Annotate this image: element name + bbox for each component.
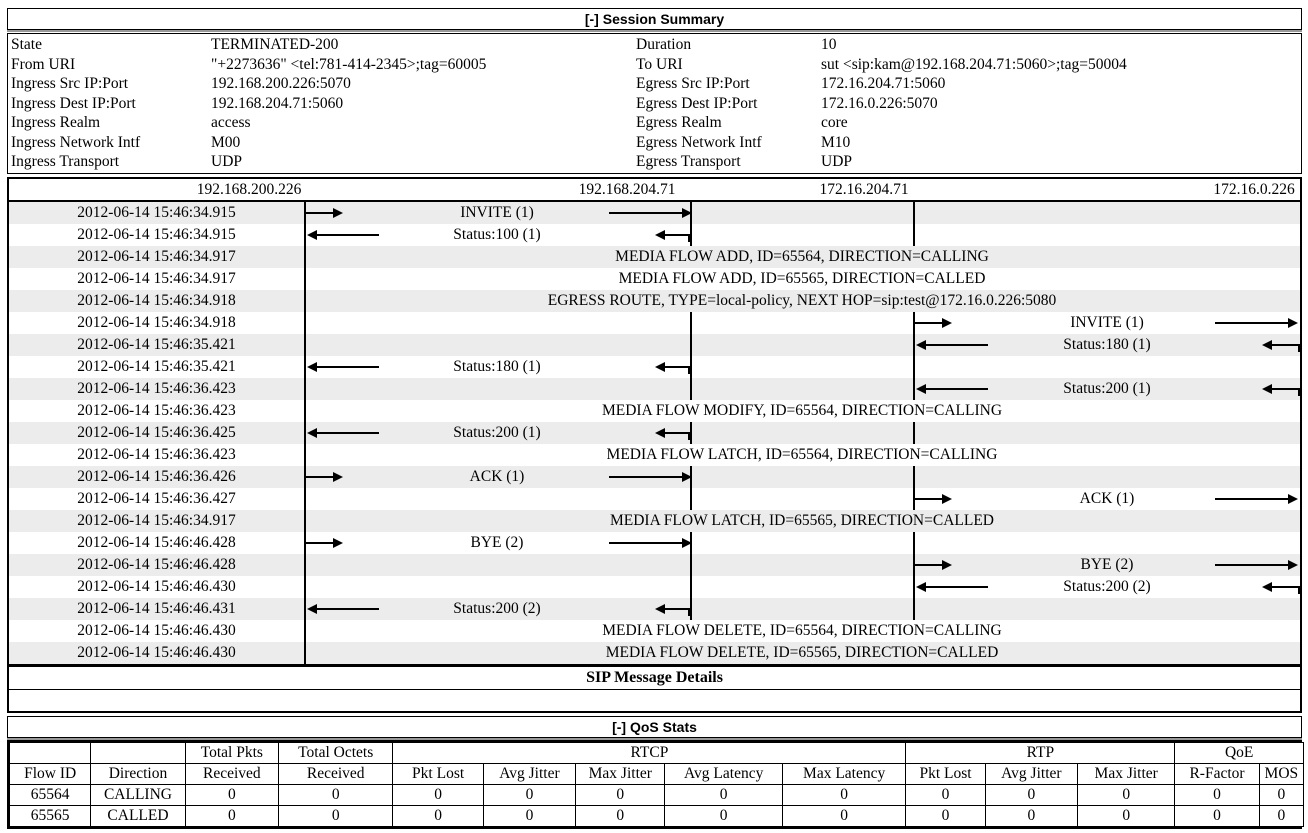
qos-stat-value: 0 xyxy=(483,784,575,805)
sip-message-details-header xyxy=(9,664,1300,690)
node-lifeline xyxy=(690,356,692,378)
arrowhead-right-icon xyxy=(682,538,692,548)
node-lifeline xyxy=(304,598,306,620)
timestamp: 2012-06-14 15:46:34.917 xyxy=(77,511,236,529)
timestamp: 2012-06-14 15:46:34.915 xyxy=(77,225,236,243)
ladder-row xyxy=(9,532,1300,554)
ladder-row xyxy=(9,422,1300,444)
node-lifeline xyxy=(690,224,692,246)
summary-field-value: UDP xyxy=(821,153,853,170)
summary-field-label: Ingress Dest IP:Port xyxy=(11,94,136,112)
qos-column-header: Pkt Lost xyxy=(393,763,483,784)
node-lifeline xyxy=(913,378,915,400)
ladder-row xyxy=(9,334,1300,356)
sip-message-label[interactable]: INVITE (1) xyxy=(460,203,534,221)
qos-direction: CALLED xyxy=(91,805,185,826)
qos-flow-id: 65565 xyxy=(10,805,91,826)
qos-stat-value: 0 xyxy=(906,805,985,826)
qos-stats-table xyxy=(9,742,1304,827)
arrow-origin-hook xyxy=(688,609,690,616)
arrowhead-left-icon xyxy=(655,428,665,438)
media-event-label: MEDIA FLOW DELETE, ID=65565, DIRECTION=CALLED xyxy=(605,643,999,661)
qos-column-header: Max Latency xyxy=(782,763,905,784)
ladder-row xyxy=(9,356,1300,378)
sip-message-label[interactable]: Status:200 (2) xyxy=(1063,577,1151,595)
arrowhead-right-icon xyxy=(333,472,343,482)
qos-group-header: RTCP xyxy=(393,742,906,763)
qos-table-row xyxy=(10,805,1304,826)
summary-row xyxy=(8,35,1301,55)
qos-stat-value: 0 xyxy=(576,805,665,826)
timestamp: 2012-06-14 15:46:36.427 xyxy=(77,489,236,507)
ladder-row xyxy=(9,224,1300,246)
arrow-shaft xyxy=(914,498,942,500)
qos-group-header: Total Pkts xyxy=(185,742,278,763)
arrowhead-right-icon xyxy=(942,318,952,328)
timestamp: 2012-06-14 15:46:46.430 xyxy=(77,621,236,639)
node-lifeline xyxy=(304,224,306,246)
summary-field-value: sut <sip:kam@192.168.204.71:5060>;tag=50004 xyxy=(821,55,1127,73)
arrow-shaft xyxy=(665,432,690,434)
qos-column-header: Avg Jitter xyxy=(483,763,575,784)
arrow-shaft xyxy=(317,366,379,368)
summary-field-label: Ingress Network Intf xyxy=(11,133,141,151)
media-event-label: MEDIA FLOW DELETE, ID=65564, DIRECTION=CALLING xyxy=(602,621,1002,639)
timestamp: 2012-06-14 15:46:46.428 xyxy=(77,533,236,551)
timestamp: 2012-06-14 15:46:36.423 xyxy=(77,401,236,419)
arrow-shaft xyxy=(317,608,379,610)
arrowhead-left-icon xyxy=(916,340,926,350)
summary-field-value: M10 xyxy=(821,133,851,151)
qos-column-header: R-Factor xyxy=(1175,763,1259,784)
arrow-origin-hook xyxy=(1298,587,1300,594)
node-lifeline xyxy=(304,576,306,598)
arrow-origin-hook xyxy=(304,543,306,550)
qos-stat-value: 0 xyxy=(1175,784,1259,805)
media-event-label: MEDIA FLOW MODIFY, ID=65564, DIRECTION=CALLING xyxy=(601,401,1003,419)
sip-message-label[interactable]: Status:180 (1) xyxy=(453,357,541,375)
sip-message-label[interactable]: Status:200 (1) xyxy=(1063,379,1151,397)
qos-group-header-blank xyxy=(91,742,185,763)
ladder-row xyxy=(9,466,1300,488)
qos-stat-value: 0 xyxy=(576,784,665,805)
qos-column-header: Pkt Lost xyxy=(906,763,985,784)
node-lifeline xyxy=(913,422,915,444)
summary-field-value: UDP xyxy=(211,153,243,170)
ladder-row xyxy=(9,620,1300,642)
qos-stats-title: [-] QoS Stats xyxy=(612,718,697,735)
qos-stat-value: 0 xyxy=(1259,805,1303,826)
arrow-shaft xyxy=(665,234,690,236)
timestamp: 2012-06-14 15:46:46.430 xyxy=(77,643,236,661)
node-lifeline xyxy=(304,422,306,444)
summary-field-label: Ingress Realm xyxy=(11,114,101,131)
ladder-row xyxy=(9,290,1300,312)
node-lifeline xyxy=(690,312,692,334)
arrow-shaft xyxy=(914,564,942,566)
ladder-row xyxy=(9,510,1300,532)
qos-group-header: RTP xyxy=(906,742,1175,763)
qos-column-header: Flow ID xyxy=(10,763,91,784)
timestamp: 2012-06-14 15:46:34.918 xyxy=(77,291,236,309)
timestamp: 2012-06-14 15:46:36.423 xyxy=(77,445,236,463)
qos-group-header: QoE xyxy=(1175,742,1304,763)
arrow-origin-hook xyxy=(913,565,915,572)
ladder-row xyxy=(9,488,1300,510)
arrow-shaft xyxy=(926,344,988,346)
ladder-row xyxy=(9,598,1300,620)
summary-field-label: Ingress Src IP:Port xyxy=(11,75,129,92)
arrow-shaft xyxy=(1272,344,1300,346)
node-lifeline xyxy=(304,290,306,312)
ladder-row xyxy=(9,268,1300,290)
arrowhead-left-icon xyxy=(916,384,926,394)
arrowhead-left-icon xyxy=(655,362,665,372)
qos-stat-value: 0 xyxy=(665,805,782,826)
summary-row xyxy=(8,74,1301,94)
arrowhead-right-icon xyxy=(333,538,343,548)
node-lifeline xyxy=(690,488,692,510)
node-lifeline xyxy=(913,334,915,356)
qos-stat-value: 0 xyxy=(985,805,1077,826)
qos-stat-value: 0 xyxy=(782,805,905,826)
arrow-shaft xyxy=(609,476,683,478)
sip-message-label[interactable]: ACK (1) xyxy=(1079,489,1135,507)
ladder-row xyxy=(9,378,1300,400)
timestamp: 2012-06-14 15:46:36.425 xyxy=(77,423,236,441)
node-lifeline xyxy=(690,576,692,598)
node-lifeline xyxy=(304,400,306,422)
ladder-row xyxy=(9,246,1300,268)
node-lifeline xyxy=(913,202,915,224)
summary-field-value: access xyxy=(211,114,251,131)
ladder-row xyxy=(9,400,1300,422)
qos-flow-id: 65564 xyxy=(10,784,91,805)
node-lifeline xyxy=(913,466,915,488)
summary-field-value: core xyxy=(821,114,848,131)
arrow-origin-hook xyxy=(913,323,915,330)
node-lifeline xyxy=(304,378,306,400)
node-lifeline xyxy=(304,620,306,642)
arrowhead-left-icon xyxy=(1262,384,1272,394)
arrow-shaft xyxy=(305,476,333,478)
arrow-shaft xyxy=(926,586,988,588)
arrow-shaft xyxy=(609,212,683,214)
arrowhead-left-icon xyxy=(307,362,317,372)
node-lifeline xyxy=(304,268,306,290)
qos-stat-value: 0 xyxy=(665,784,782,805)
summary-row xyxy=(8,152,1301,172)
arrowhead-right-icon xyxy=(682,472,692,482)
timestamp: 2012-06-14 15:46:46.428 xyxy=(77,555,236,573)
qos-column-header: Max Jitter xyxy=(576,763,665,784)
node-lifeline xyxy=(690,378,692,400)
qos-stat-value: 0 xyxy=(906,784,985,805)
qos-column-header: Direction xyxy=(91,763,185,784)
sip-message-label[interactable]: BYE (2) xyxy=(470,533,524,551)
sip-message-label[interactable]: ACK (1) xyxy=(469,467,525,485)
timestamp: 2012-06-14 15:46:35.421 xyxy=(77,357,236,375)
ladder-row xyxy=(9,312,1300,334)
arrowhead-left-icon xyxy=(1262,340,1272,350)
qos-stat-value: 0 xyxy=(985,784,1077,805)
arrow-shaft xyxy=(1272,388,1300,390)
qos-stat-value: 0 xyxy=(185,805,278,826)
media-event-label: MEDIA FLOW LATCH, ID=65564, DIRECTION=CALLING xyxy=(606,445,998,463)
arrowhead-left-icon xyxy=(307,230,317,240)
arrow-origin-hook xyxy=(1298,345,1300,352)
qos-stat-value: 0 xyxy=(1078,784,1175,805)
timestamp: 2012-06-14 15:46:34.915 xyxy=(77,203,236,221)
session-summary-header[interactable] xyxy=(7,8,1302,30)
qos-stats-table-wrapper xyxy=(7,740,1302,829)
arrow-origin-hook xyxy=(304,477,306,484)
summary-field-value: 172.16.204.71:5060 xyxy=(821,75,946,92)
ladder-row xyxy=(9,642,1300,664)
summary-row xyxy=(8,113,1301,133)
node-lifeline xyxy=(690,334,692,356)
summary-field-value: 192.168.204.71:5060 xyxy=(211,94,344,112)
qos-column-header: Avg Jitter xyxy=(985,763,1077,784)
node-lifeline xyxy=(304,510,306,532)
arrow-shaft xyxy=(926,388,988,390)
qos-stat-value: 0 xyxy=(1175,805,1259,826)
qos-column-header: Max Jitter xyxy=(1078,763,1175,784)
ladder-row xyxy=(9,554,1300,576)
arrow-shaft xyxy=(317,234,379,236)
summary-field-label: To URI xyxy=(636,55,683,73)
ladder-node-header xyxy=(9,179,1300,202)
sip-message-label[interactable]: Status:200 (2) xyxy=(453,599,541,617)
summary-field-value: "+2273636" <tel:781-414-2345>;tag=60005 xyxy=(211,55,487,73)
ladder-node-ip: 192.168.204.71 xyxy=(578,180,676,198)
arrowhead-left-icon xyxy=(655,604,665,614)
qos-group-header-blank xyxy=(10,742,91,763)
timestamp: 2012-06-14 15:46:35.421 xyxy=(77,335,236,353)
arrowhead-left-icon xyxy=(655,230,665,240)
ladder-rows xyxy=(9,202,1300,664)
media-event-label: MEDIA FLOW LATCH, ID=65565, DIRECTION=CALLED xyxy=(609,511,995,529)
arrow-shaft xyxy=(305,212,333,214)
summary-row xyxy=(8,55,1301,75)
timestamp: 2012-06-14 15:46:34.917 xyxy=(77,269,236,287)
arrowhead-right-icon xyxy=(942,494,952,504)
arrowhead-right-icon xyxy=(333,208,343,218)
sip-message-label[interactable]: Status:180 (1) xyxy=(1063,335,1151,353)
sip-message-label[interactable]: Status:200 (1) xyxy=(453,423,541,441)
arrow-origin-hook xyxy=(304,213,306,220)
qos-table-row xyxy=(10,784,1304,805)
sip-message-details-title: SIP Message Details xyxy=(586,668,723,686)
summary-field-value: 192.168.200.226:5070 xyxy=(211,75,351,92)
qos-stat-value: 0 xyxy=(1078,805,1175,826)
arrow-origin-hook xyxy=(913,499,915,506)
qos-stat-value: 0 xyxy=(185,784,278,805)
node-lifeline xyxy=(913,598,915,620)
node-lifeline xyxy=(304,334,306,356)
timestamp: 2012-06-14 15:46:34.918 xyxy=(77,313,236,331)
sip-message-details-body xyxy=(9,690,1300,711)
qos-stat-value: 0 xyxy=(782,784,905,805)
node-lifeline xyxy=(690,598,692,620)
summary-field-label: From URI xyxy=(11,55,76,73)
node-lifeline xyxy=(304,356,306,378)
node-lifeline xyxy=(913,356,915,378)
qos-table-row xyxy=(10,763,1304,784)
session-summary-body xyxy=(7,33,1302,174)
ladder-diagram xyxy=(7,177,1302,713)
qos-column-header: Received xyxy=(185,763,278,784)
arrow-shaft xyxy=(317,432,379,434)
node-lifeline xyxy=(304,554,306,576)
qos-stat-value: 0 xyxy=(279,784,393,805)
arrowhead-left-icon xyxy=(1262,582,1272,592)
arrow-shaft xyxy=(665,608,690,610)
ladder-row xyxy=(9,444,1300,466)
summary-field-value: 172.16.0.226:5070 xyxy=(821,94,938,112)
qos-stat-value: 0 xyxy=(393,784,483,805)
arrow-shaft xyxy=(1215,564,1288,566)
arrow-shaft xyxy=(665,366,690,368)
timestamp: 2012-06-14 15:46:46.430 xyxy=(77,577,236,595)
qos-direction: CALLING xyxy=(91,784,185,805)
ladder-node-ip: 192.168.200.226 xyxy=(196,180,302,198)
node-lifeline xyxy=(304,246,306,268)
summary-field-label: Egress Network Intf xyxy=(636,133,762,151)
qos-group-header: Total Octets xyxy=(279,742,393,763)
qos-stats-header[interactable] xyxy=(7,716,1302,738)
arrow-shaft xyxy=(1215,322,1288,324)
qos-column-header: MOS xyxy=(1259,763,1303,784)
arrowhead-right-icon xyxy=(1288,560,1298,570)
arrowhead-right-icon xyxy=(682,208,692,218)
qos-column-header: Received xyxy=(279,763,393,784)
qos-column-header: Avg Latency xyxy=(665,763,782,784)
arrow-origin-hook xyxy=(688,433,690,440)
arrow-origin-hook xyxy=(688,235,690,242)
ladder-node-ip: 172.16.0.226 xyxy=(1213,180,1295,198)
summary-field-value: TERMINATED-200 xyxy=(211,36,339,53)
media-event-label: MEDIA FLOW ADD, ID=65564, DIRECTION=CALLING xyxy=(615,247,989,265)
media-event-label: MEDIA FLOW ADD, ID=65565, DIRECTION=CALLED xyxy=(618,269,986,287)
arrow-origin-hook xyxy=(1298,389,1300,396)
node-lifeline xyxy=(913,532,915,554)
qos-stat-value: 0 xyxy=(393,805,483,826)
arrowhead-left-icon xyxy=(307,604,317,614)
summary-field-value: M00 xyxy=(211,133,241,151)
summary-row xyxy=(8,133,1301,153)
summary-row xyxy=(8,94,1301,114)
summary-field-label: Ingress Transport xyxy=(11,153,120,170)
node-lifeline xyxy=(913,224,915,246)
qos-table-row xyxy=(10,742,1304,763)
arrowhead-left-icon xyxy=(916,582,926,592)
arrow-shaft xyxy=(305,542,333,544)
sip-message-label[interactable]: INVITE (1) xyxy=(1070,313,1144,331)
node-lifeline xyxy=(690,422,692,444)
session-summary-title: [-] Session Summary xyxy=(584,11,725,27)
timestamp: 2012-06-14 15:46:34.917 xyxy=(77,247,236,265)
summary-field-label: State xyxy=(11,36,42,53)
summary-field-label: Egress Transport xyxy=(636,153,741,170)
node-lifeline xyxy=(304,312,306,334)
summary-field-label: Egress Dest IP:Port xyxy=(636,94,758,112)
ladder-row xyxy=(9,576,1300,598)
arrowhead-right-icon xyxy=(1288,318,1298,328)
arrow-shaft xyxy=(1272,586,1300,588)
summary-field-label: Egress Src IP:Port xyxy=(636,75,750,92)
qos-stat-value: 0 xyxy=(279,805,393,826)
node-lifeline xyxy=(304,488,306,510)
node-lifeline xyxy=(690,554,692,576)
arrow-shaft xyxy=(609,542,683,544)
arrowhead-right-icon xyxy=(1288,494,1298,504)
arrowhead-left-icon xyxy=(307,428,317,438)
arrow-shaft xyxy=(1215,498,1288,500)
sip-message-label[interactable]: BYE (2) xyxy=(1080,555,1134,573)
qos-stat-value: 0 xyxy=(483,805,575,826)
arrowhead-right-icon xyxy=(942,560,952,570)
media-event-label: EGRESS ROUTE, TYPE=local-policy, NEXT HOP=sip:test@172.16.0.226:5080 xyxy=(547,291,1057,309)
arrow-shaft xyxy=(914,322,942,324)
ladder-row xyxy=(9,202,1300,224)
node-lifeline xyxy=(304,444,306,466)
timestamp: 2012-06-14 15:46:36.426 xyxy=(77,467,236,485)
summary-field-label: Egress Realm xyxy=(636,114,722,131)
arrow-origin-hook xyxy=(688,367,690,374)
node-lifeline xyxy=(304,642,306,664)
summary-field-value: 10 xyxy=(821,36,837,53)
node-lifeline xyxy=(913,576,915,598)
ladder-node-ip: 172.16.204.71 xyxy=(819,180,909,198)
timestamp: 2012-06-14 15:46:46.431 xyxy=(77,599,236,617)
sip-message-label[interactable]: Status:100 (1) xyxy=(453,225,541,243)
timestamp: 2012-06-14 15:46:36.423 xyxy=(77,379,236,397)
qos-stat-value: 0 xyxy=(1259,784,1303,805)
summary-field-label: Duration xyxy=(636,36,692,53)
